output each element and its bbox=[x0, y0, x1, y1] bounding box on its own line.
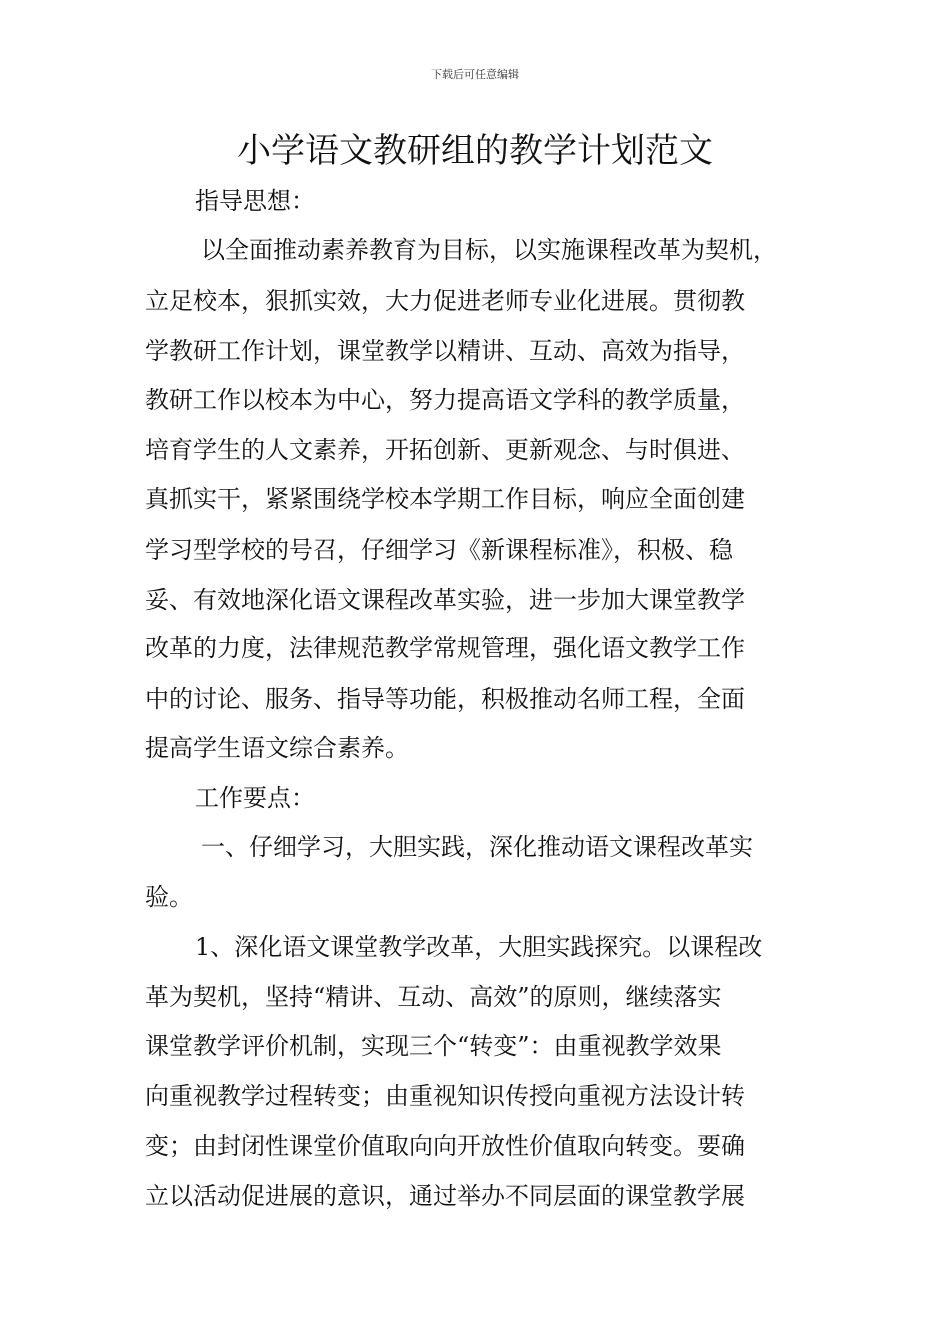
paragraph-line: 教研工作以校本为中心，努力提高语文学科的教学质量， bbox=[145, 386, 745, 414]
paragraph-line: 提高学生语文综合素养。 bbox=[145, 734, 409, 762]
paragraph-line: 妥、有效地深化语文课程改革实验，进一步加大课堂教学 bbox=[145, 586, 745, 614]
paragraph-line: 真抓实干，紧紧围绕学校本学期工作目标，响应全面创建 bbox=[145, 485, 745, 513]
paragraph-line: 中的讨论、服务、指导等功能，积极推动名师工程，全面 bbox=[145, 685, 745, 713]
paragraph-line: 学教研工作计划，课堂教学以精讲、互动、高效为指导， bbox=[145, 337, 745, 365]
paragraph-line: 改革的力度，法律规范教学常规管理，强化语文教学工作 bbox=[145, 634, 745, 662]
document-title: 小学语文教研组的教学计划范文 bbox=[237, 131, 713, 171]
section-heading-work-points: 工作要点： bbox=[195, 784, 315, 812]
paragraph-line: 课堂教学评价机制，实现三个“转变”：由重视教学效果 bbox=[145, 1032, 722, 1060]
paragraph-line: 培育学生的人文素养，开拓创新、更新观念、与时俱进、 bbox=[145, 436, 745, 464]
paragraph-line: 革为契机，坚持“精讲、互动、高效”的原则，继续落实 bbox=[145, 983, 722, 1011]
paragraph-line: 立足校本，狠抓实效，大力促进老师专业化进展。贯彻教 bbox=[145, 287, 745, 315]
paragraph-line: 1、深化语文课堂教学改革，大胆实践探究。以课程改 bbox=[195, 933, 763, 961]
paragraph-line: 向重视教学过程转变；由重视知识传授向重视方法设计转 bbox=[145, 1082, 745, 1110]
subsection-heading-continued: 验。 bbox=[145, 883, 193, 911]
paragraph-line: 学习型学校的号召，仔细学习《新课程标准》，积极、稳 bbox=[145, 536, 733, 564]
paragraph-line: 以全面推动素养教育为目标，以实施课程改革为契机， bbox=[201, 236, 777, 264]
subsection-heading: 一、仔细学习，大胆实践，深化推动语文课程改革实 bbox=[201, 833, 753, 861]
paragraph-line: 立以活动促进展的意识，通过举办不同层面的课堂教学展 bbox=[145, 1182, 745, 1210]
paragraph-line: 变；由封闭性课堂价值取向向开放性价值取向转变。要确 bbox=[145, 1132, 745, 1160]
section-heading-guiding-thought: 指导思想： bbox=[195, 187, 315, 215]
header-note: 下载后可任意编辑 bbox=[431, 68, 519, 81]
